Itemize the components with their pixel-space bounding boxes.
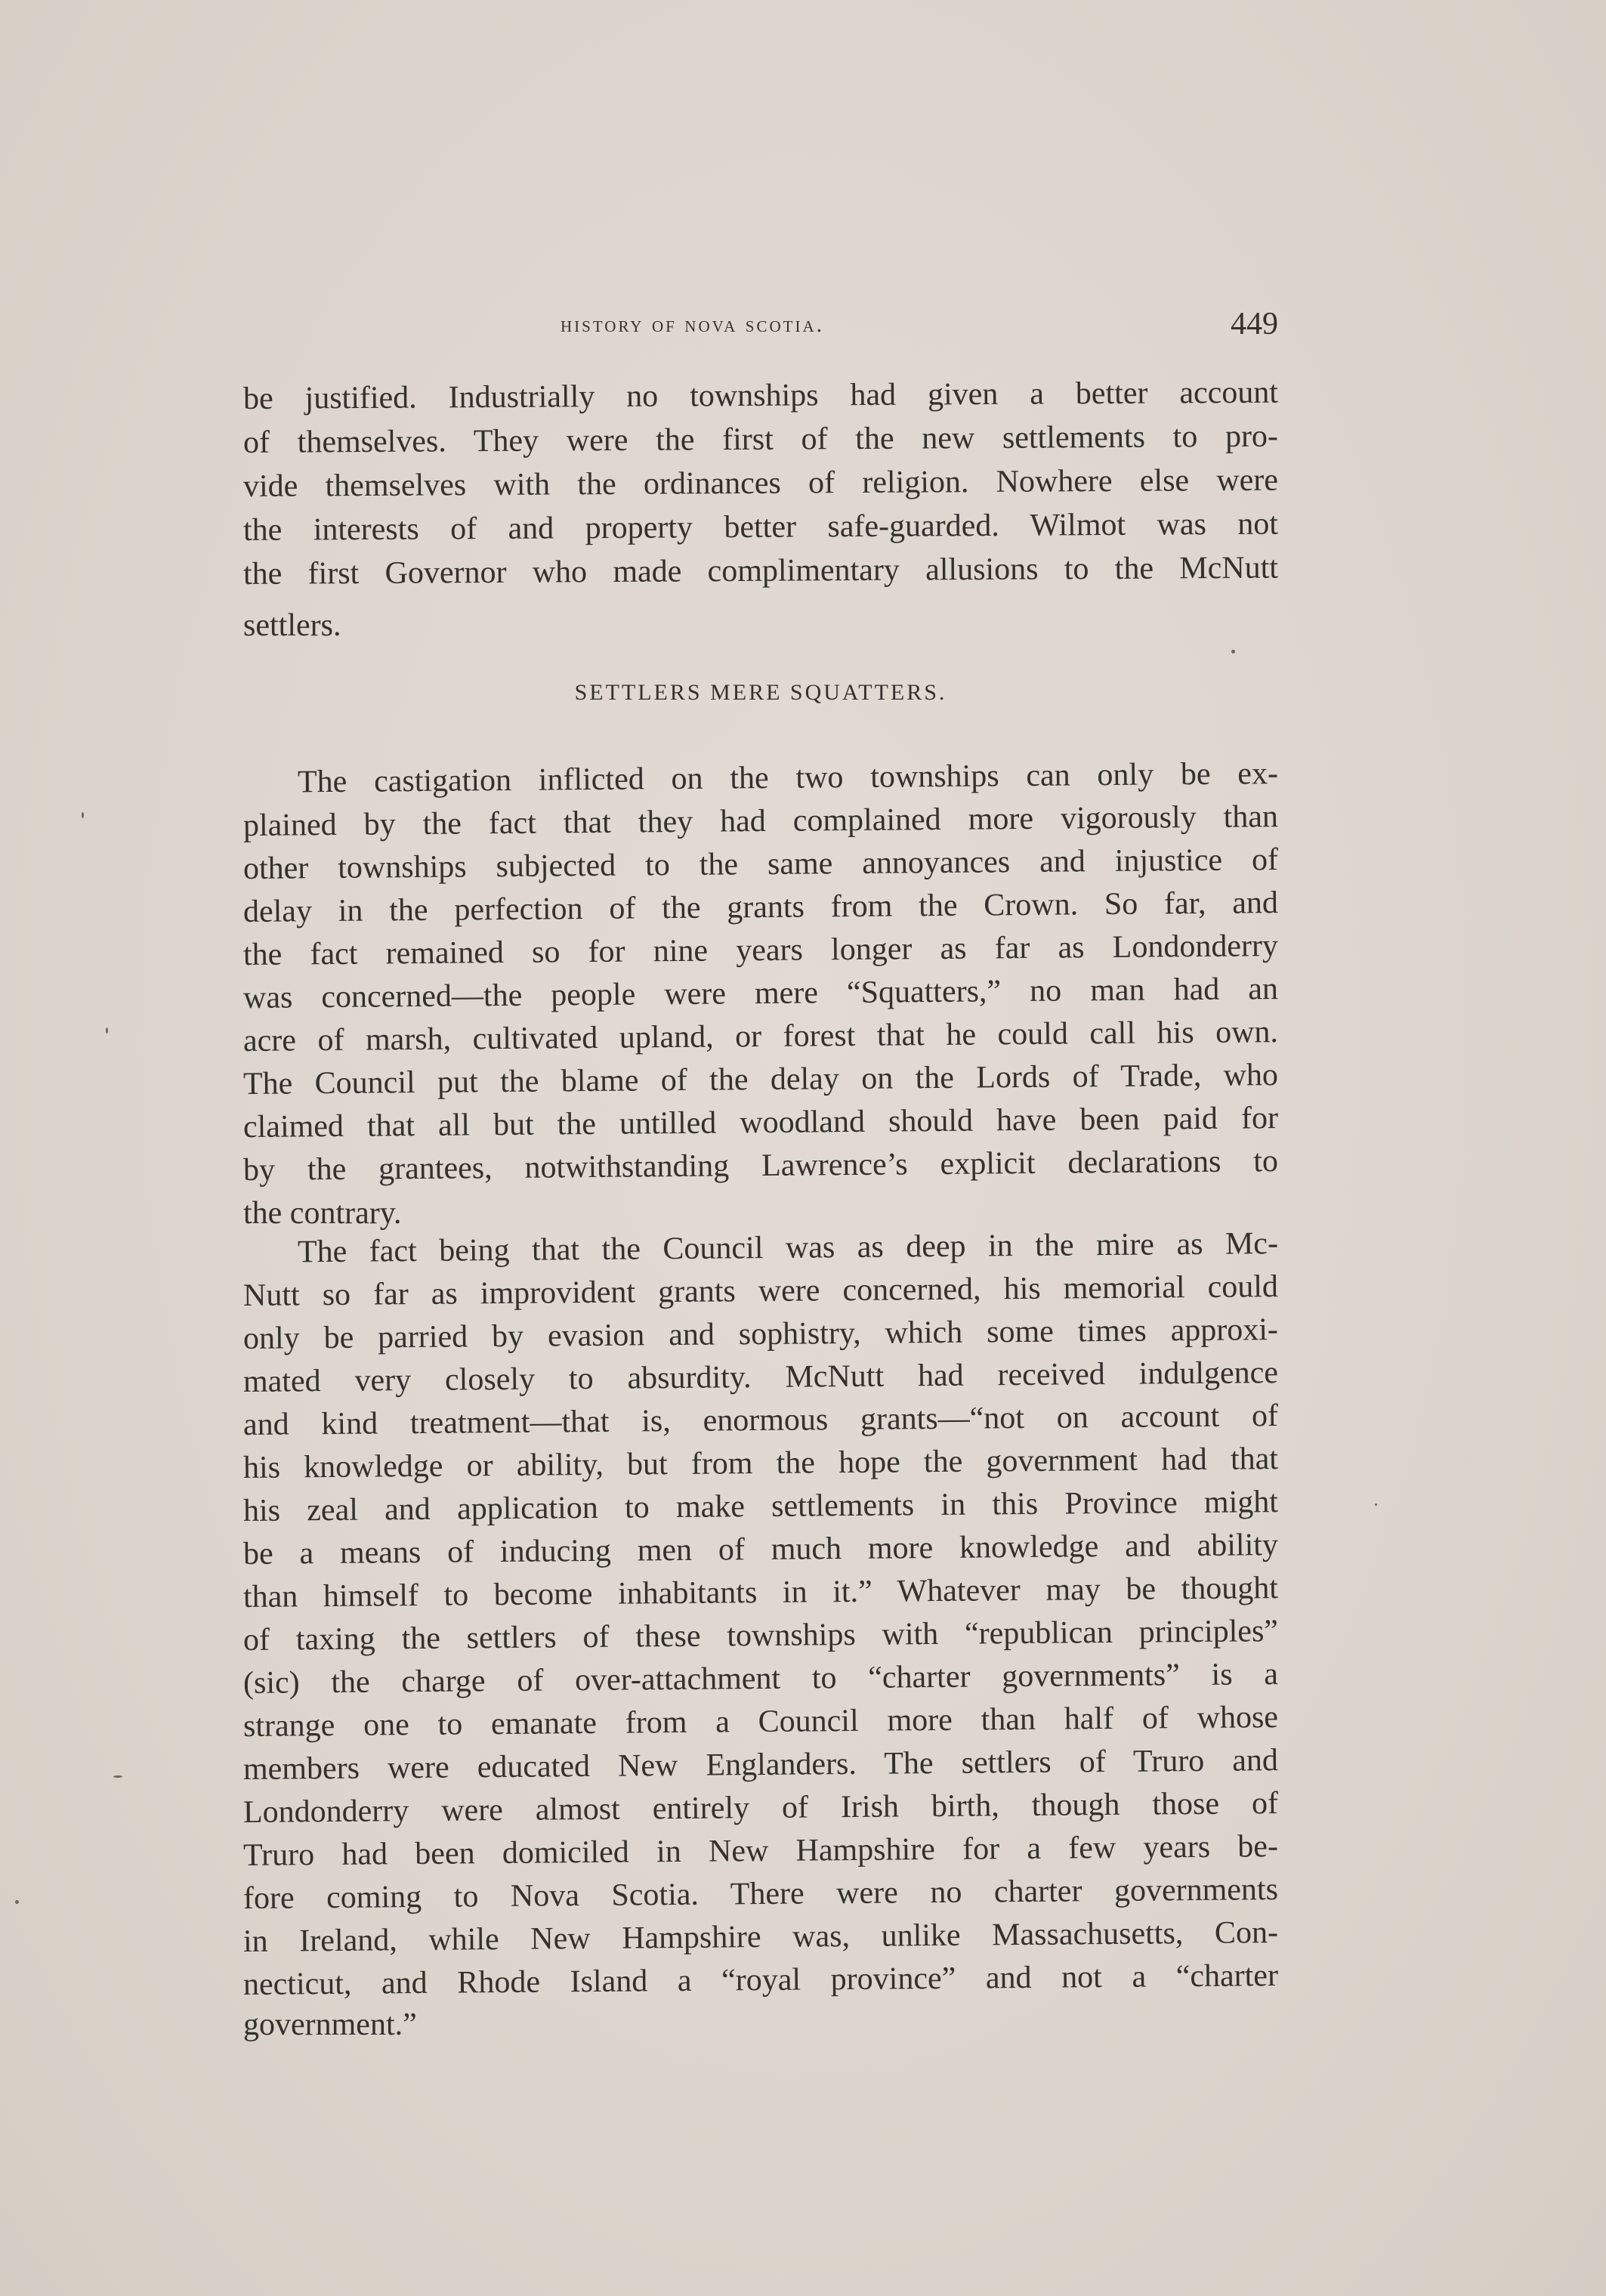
paragraph-3-line: Nutt so far as improvident grants were concerned, his memorial could xyxy=(242,1269,1279,1313)
paragraph-3-line: Truro had been domiciled in New Hampshire for a few years be- xyxy=(242,1829,1279,1873)
paragraph-3-line: be a means of inducing men of much more knowledge and ability xyxy=(242,1528,1279,1571)
paragraph-2-line: acre of marsh, cultivated upland, or forest that he could call his own. xyxy=(242,1015,1279,1058)
paragraph-1-line: the first Governor who made complimentary allusions to the McNutt xyxy=(242,550,1279,592)
paragraph-3-line: his knowledge or ability, but from the hope the government had that xyxy=(242,1442,1279,1485)
paragraph-2-line: other townships subjected to the same annoyances and injustice of xyxy=(242,842,1279,886)
paragraph-1-line: the interests of and property better safe-guarded. Wilmot was not xyxy=(242,506,1279,548)
page-number: 449 xyxy=(1231,307,1278,341)
paragraph-3-line: in Ireland, while New Hampshire was, unlike Massachusetts, Con- xyxy=(242,1915,1279,1959)
section-heading: SETTLERS MERE SQUATTERS. xyxy=(574,680,947,705)
paragraph-2-line: delay in the perfection of the grants from the Crown. So far, and xyxy=(242,885,1279,929)
paper-speck xyxy=(106,1027,108,1034)
paragraph-3-line: and kind treatment—that is, enormous grants—“not on account of xyxy=(242,1398,1279,1442)
paragraph-3-line: government.” xyxy=(243,2007,417,2042)
paragraph-3-line: (sic) the charge of over-attachment to “charter governments” is a xyxy=(242,1657,1279,1701)
paper-speck xyxy=(1375,1503,1377,1506)
paragraph-3-line: necticut, and Rhode Island a “royal province” and not a “charter xyxy=(242,1958,1279,2002)
paper-speck xyxy=(82,812,84,818)
running-head xyxy=(243,306,1278,351)
paragraph-1-line: of themselves. They were the first of the new settlements to pro- xyxy=(242,419,1279,460)
paragraph-2-line: was concerned—the people were mere “Squatters,” no man had an xyxy=(242,972,1279,1015)
paragraph-3-line: than himself to become inhabitants in it.” Whatever may be thought xyxy=(242,1571,1279,1615)
paragraph-3-line: fore coming to Nova Scotia. There were no charter governments xyxy=(242,1872,1279,1916)
paragraph-3-line: strange one to emanate from a Council more than half of whose xyxy=(242,1700,1279,1744)
paragraph-3-line: mated very closely to absurdity. McNutt had received indulgence xyxy=(242,1355,1279,1399)
paragraph-2-line: plained by the fact that they had complained more vigorously than xyxy=(242,799,1279,843)
paragraph-2-line: by the grantees, notwithstanding Lawrence’s explicit declarations to xyxy=(242,1144,1279,1188)
paragraph-2-line: The castigation inflicted on the two townships can only be ex- xyxy=(297,756,1279,800)
paragraph-1-line: vide themselves with the ordinances of religion. Nowhere else were xyxy=(242,462,1279,504)
paragraph-3-line: only be parried by evasion and sophistry, which some times approxi- xyxy=(242,1312,1279,1356)
paragraph-3-line: of taxing the settlers of these townships with “republican principles” xyxy=(242,1614,1279,1658)
running-title: history of nova scotia. xyxy=(561,312,825,337)
paragraph-3-line: members were educated New Englanders. The settlers of Truro and xyxy=(242,1743,1279,1787)
paragraph-2-line: the contrary. xyxy=(243,1196,402,1231)
paragraph-3-line: Londonderry were almost entirely of Irish birth, though those of xyxy=(242,1786,1279,1830)
paragraph-1-line: be justified. Industrially no townships had given a better account xyxy=(242,375,1279,416)
paragraph-2-line: The Council put the blame of the delay on the Lords of Trade, who xyxy=(242,1058,1279,1102)
paragraph-3-line: his zeal and application to make settlements in this Province might xyxy=(242,1485,1279,1528)
paper-speck xyxy=(113,1775,122,1778)
paragraph-2-line: the fact remained so for nine years longer as far as Londonderry xyxy=(242,929,1279,972)
paragraph-3-line: The fact being that the Council was as deep in the mire as Mc- xyxy=(297,1226,1279,1270)
paper-speck xyxy=(1231,650,1235,654)
paragraph-2-line: claimed that all but the untilled woodland should have been paid for xyxy=(242,1101,1279,1145)
paragraph-1-line: settlers. xyxy=(243,608,341,643)
paper-speck xyxy=(15,1900,19,1904)
